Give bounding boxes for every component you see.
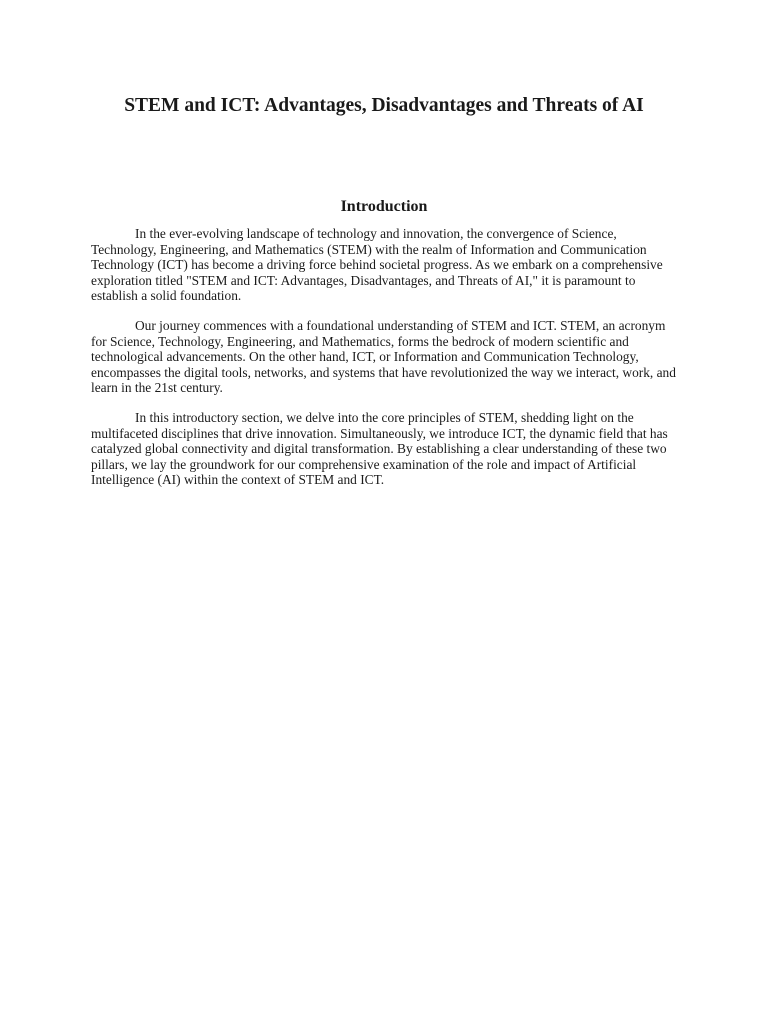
paragraph-2: Our journey commences with a foundational understanding of STEM and ICT. STEM, an acronym for Science, Technology, Engineering, and Mathematics, forms the bedrock of modern scientific and technological advancements. On the other hand, ICT, or Information and Communication Technology, encompasses the digital tools, networks, and systems that have revolutionized the way we interact, work, and learn in the 21st century.	[91, 317, 676, 396]
paragraph-1: In the ever-evolving landscape of technology and innovation, the convergence of Science, Technology, Engineering, and Mathematics (STEM) with the realm of Information and Communication Technology (ICT) has become a driving force behind societal progress. As we embark on a comprehensive exploration titled "STEM and ICT: Advantages, Disadvantages, and Threats of AI," it is paramount to establish a solid foundation.	[91, 226, 663, 304]
document-title: STEM and ICT: Advantages, Disadvantages and Threats of AI	[124, 95, 644, 116]
paragraph-3: In this introductory section, we delve into the core principles of STEM, shedding light on the multifaceted disciplines that drive innovation. Simultaneously, we introduce ICT, the dynamic field that has catalyzed global connectivity and digital transformation. By establishing a clear understanding of these two pillars, we lay the groundwork for our comprehensive examination of the role and impact of Artificial Intelligence (AI) within the context of STEM and ICT.	[91, 409, 668, 488]
section-heading-introduction: Introduction	[340, 198, 428, 215]
introduction-body	[91, 226, 681, 502]
